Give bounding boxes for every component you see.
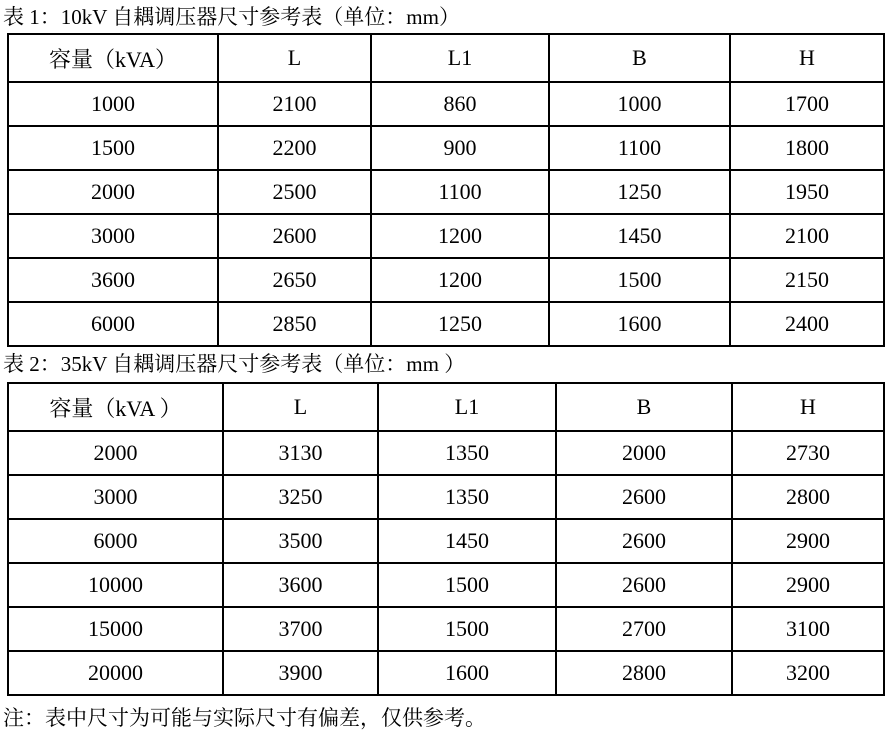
table-row: [8, 214, 884, 258]
table-cell: 1250: [549, 170, 730, 214]
table-cell: 2700: [556, 607, 732, 651]
table-cell: 2500: [218, 170, 371, 214]
table2-header-row: [8, 383, 884, 431]
table-cell: 2650: [218, 258, 371, 302]
table-cell: 1000: [549, 82, 730, 126]
table-cell: 2600: [556, 563, 732, 607]
table2-header-L1: L1: [378, 383, 556, 431]
table-cell: 3200: [732, 651, 884, 695]
table-cell: 3600: [223, 563, 378, 607]
table-cell: 2000: [556, 431, 732, 475]
table-cell: 1800: [730, 126, 884, 170]
table-cell: 2600: [556, 519, 732, 563]
footnote: 注：表中尺寸为可能与实际尺寸有偏差，仅供参考。: [3, 706, 486, 730]
table-cell: 1450: [549, 214, 730, 258]
table-cell: 20000: [8, 651, 223, 695]
table-cell: 1600: [378, 651, 556, 695]
table-cell: 3000: [8, 214, 218, 258]
table-cell: 2100: [730, 214, 884, 258]
table1-header-capacity: 容量（kVA）: [8, 34, 218, 82]
table-cell: 1450: [378, 519, 556, 563]
table-row: [8, 563, 884, 607]
table-cell: 1950: [730, 170, 884, 214]
table1-header-L: L: [218, 34, 371, 82]
table-cell: 6000: [8, 302, 218, 346]
table-cell: 2600: [218, 214, 371, 258]
table-cell: 3600: [8, 258, 218, 302]
table-cell: 2800: [556, 651, 732, 695]
table-cell: 2000: [8, 170, 218, 214]
table-cell: 2600: [556, 475, 732, 519]
table-cell: 3100: [732, 607, 884, 651]
table-cell: 3500: [223, 519, 378, 563]
table-row: [8, 258, 884, 302]
table1-10kv-dimensions: [7, 33, 885, 347]
table-cell: 10000: [8, 563, 223, 607]
table-row: [8, 607, 884, 651]
table-cell: 1500: [8, 126, 218, 170]
table-cell: 6000: [8, 519, 223, 563]
table-cell: 2150: [730, 258, 884, 302]
table-cell: 1500: [549, 258, 730, 302]
table-cell: 1100: [371, 170, 549, 214]
table-cell: 3700: [223, 607, 378, 651]
table-cell: 1350: [378, 475, 556, 519]
table2-35kv-dimensions: [7, 382, 885, 696]
table-cell: 1100: [549, 126, 730, 170]
table-cell: 1500: [378, 563, 556, 607]
table1-header-B: B: [549, 34, 730, 82]
table-cell: 860: [371, 82, 549, 126]
table2-header-B: B: [556, 383, 732, 431]
table-cell: 1500: [378, 607, 556, 651]
table-cell: 2200: [218, 126, 371, 170]
table-cell: 1700: [730, 82, 884, 126]
table1-header-H: H: [730, 34, 884, 82]
table-row: [8, 651, 884, 695]
table-row: [8, 126, 884, 170]
table-cell: 2000: [8, 431, 223, 475]
table-cell: 2850: [218, 302, 371, 346]
table-row: [8, 302, 884, 346]
table2-header-L: L: [223, 383, 378, 431]
table-cell: 1250: [371, 302, 549, 346]
table-cell: 2900: [732, 563, 884, 607]
table2-header-H: H: [732, 383, 884, 431]
table-cell: 1600: [549, 302, 730, 346]
table-cell: 2400: [730, 302, 884, 346]
table-cell: 2900: [732, 519, 884, 563]
table-cell: 2800: [732, 475, 884, 519]
table-row: [8, 475, 884, 519]
table-row: [8, 82, 884, 126]
table-cell: 1200: [371, 258, 549, 302]
table-cell: 2100: [218, 82, 371, 126]
table-cell: 1000: [8, 82, 218, 126]
table-cell: 3250: [223, 475, 378, 519]
table-cell: 3000: [8, 475, 223, 519]
table-cell: 1350: [378, 431, 556, 475]
table-cell: 3130: [223, 431, 378, 475]
table-cell: 900: [371, 126, 549, 170]
table2-header-capacity: 容量（kVA ）: [8, 383, 223, 431]
table1-title: 表 1：10kV 自耦调压器尺寸参考表（单位：mm）: [3, 5, 460, 29]
table-cell: 3900: [223, 651, 378, 695]
table1-header-L1: L1: [371, 34, 549, 82]
table-row: [8, 170, 884, 214]
table-cell: 15000: [8, 607, 223, 651]
table-cell: 1200: [371, 214, 549, 258]
table-row: [8, 431, 884, 475]
table-row: [8, 519, 884, 563]
table1-header-row: [8, 34, 884, 82]
table2-title: 表 2：35kV 自耦调压器尺寸参考表（单位：mm ）: [3, 352, 466, 376]
table-cell: 2730: [732, 431, 884, 475]
